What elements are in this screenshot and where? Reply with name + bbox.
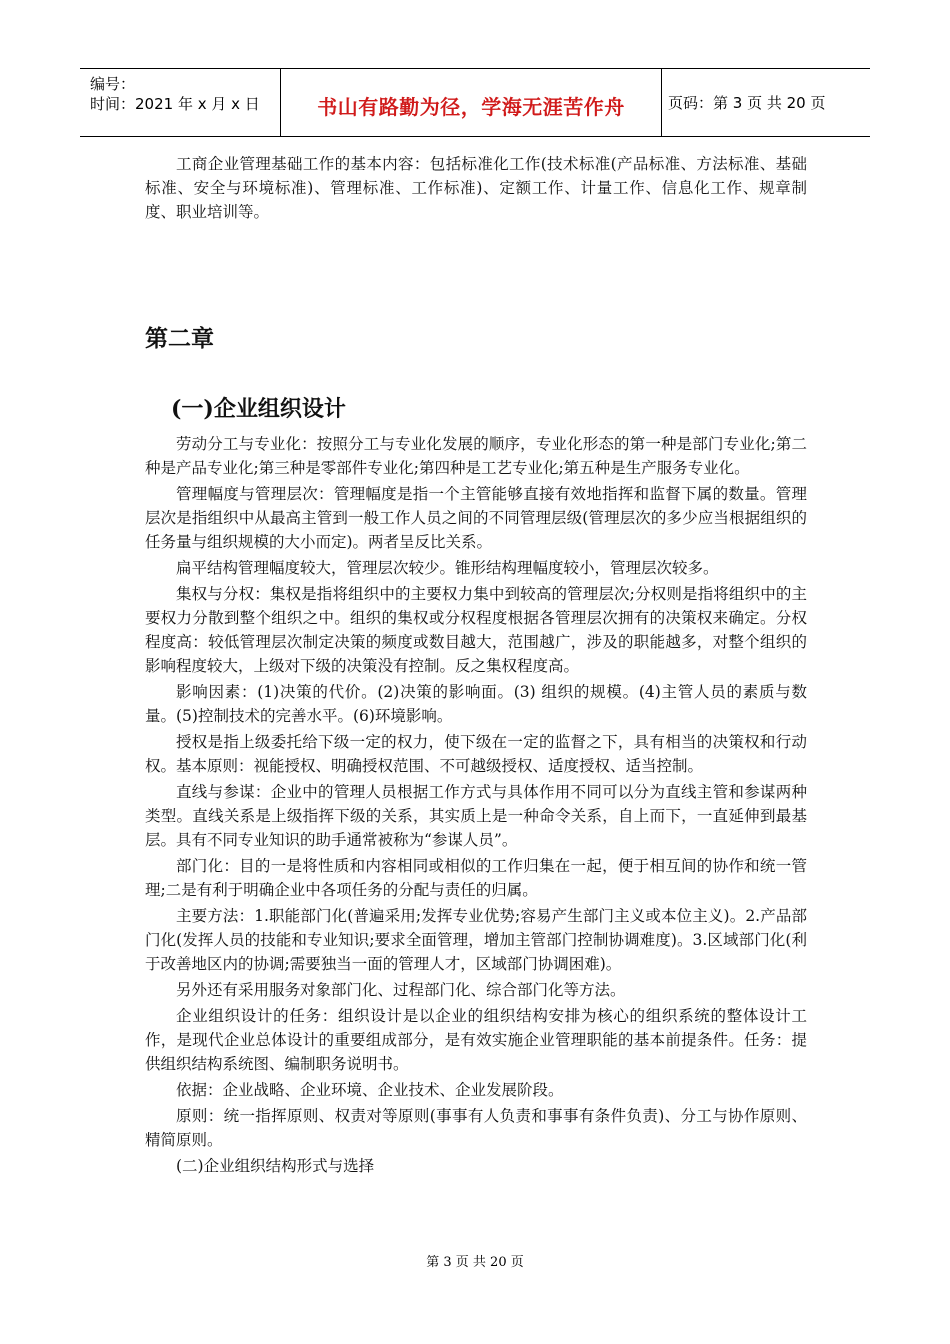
paragraph: 直线与参谋：企业中的管理人员根据工作方式与具体作用不同可以分为直线主管和参谋两种类型。直线关系是上级指挥下级的关系，其实质上是一种命令关系，自上而下，一直延伸到最基层。具有不同专业知识的助手通常被称为“参谋人员”。: [145, 783, 807, 849]
header-info-cell: [80, 69, 281, 136]
header-page-cell: [662, 69, 870, 136]
page-header: [80, 68, 870, 137]
chapter-title: 第二章: [145, 325, 214, 352]
section-content: [145, 432, 807, 1180]
header-motto: 书山有路勤为径，学海无涯苦作舟: [317, 95, 625, 119]
section-title: (一)企业组织设计: [171, 396, 346, 422]
paragraph: 劳动分工与专业化：按照分工与专业化发展的顺序，专业化形态的第一种是部门专业化;第二种是产品专业化;第三种是零部件专业化;第四种是工艺专业化;第五种是生产服务专业化。: [145, 435, 807, 477]
page-footer: 第 3 页 共 20 页: [426, 1255, 524, 1270]
intro-paragraph: 工商企业管理基础工作的基本内容：包括标准化工作(技术标准(产品标准、方法标准、基础标准、安全与环境标准)、管理标准、工作标准)、定额工作、计量工作、信息化工作、规章制度、职业培训等。: [145, 155, 807, 221]
subsection-heading: (二)企业组织结构形式与选择: [176, 1157, 375, 1175]
paragraph: 部门化：目的一是将性质和内容相同或相似的工作归集在一起，便于相互间的协作和统一管理;二是有利于明确企业中各项任务的分配与责任的归属。: [145, 857, 807, 899]
paragraph: 管理幅度与管理层次：管理幅度是指一个主管能够直接有效地指挥和监督下属的数量。管理层次是指组织中从最高主管到一般工作人员之间的不同管理层级(管理层次的多少应当根据组织的任务量与组织规模的大小而定)。两者呈反比关系。: [145, 485, 807, 551]
paragraph: 原则：统一指挥原则、权责对等原则(事事有人负责和事事有条件负责)、分工与协作原则、精简原则。: [145, 1107, 807, 1149]
paragraph: 扁平结构管理幅度较大，管理层次较少。锥形结构理幅度较小，管理层次较多。: [176, 559, 719, 577]
paragraph: 企业组织设计的任务：组织设计是以企业的组织结构安排为核心的组织系统的整体设计工作，是现代企业总体设计的重要组成部分，是有效实施企业管理职能的基本前提条件。任务：提供组织结构系统图、编制职务说明书。: [145, 1007, 807, 1073]
document-number-label: 编号：: [90, 75, 136, 93]
document-date-label: 时间：2021 年 x 月 x 日: [90, 95, 260, 113]
paragraph: 授权是指上级委托给下级一定的权力，使下级在一定的监督之下，具有相当的决策权和行动权。基本原则：视能授权、明确授权范围、不可越级授权、适度授权、适当控制。: [145, 733, 807, 775]
header-motto-cell: [281, 69, 662, 136]
paragraph: 影响因素：(1)决策的代价。(2)决策的影响面。(3) 组织的规模。(4)主管人员的素质与数量。(5)控制技术的完善水平。(6)环境影响。: [145, 683, 807, 725]
header-page-info: 页码：第 3 页 共 20 页: [668, 94, 826, 112]
document-body: [145, 152, 807, 1175]
paragraph: 依据：企业战略、企业环境、企业技术、企业发展阶段。: [176, 1081, 564, 1099]
paragraph: 集权与分权：集权是指将组织中的主要权力集中到较高的管理层次;分权则是指将组织中的主要权力分散到整个组织之中。组织的集权或分权程度根据各管理层次拥有的决策权来确定。分权程度高：较低管理层次制定决策的频度或数目越大，范围越广，涉及的职能越多，对整个组织的影响程度较大，上级对下级的决策没有控制。反之集权程度高。: [145, 585, 807, 675]
paragraph: 另外还有采用服务对象部门化、过程部门化、综合部门化等方法。: [176, 981, 626, 999]
paragraph: 主要方法：1.职能部门化(普遍采用;发挥专业优势;容易产生部门主义或本位主义)。2.产品部门化(发挥人员的技能和专业知识;要求全面管理，增加主管部门控制协调难度)。3.区域部门化(利于改善地区内的协调;需要独当一面的管理人才，区域部门协调困难)。: [145, 907, 807, 973]
